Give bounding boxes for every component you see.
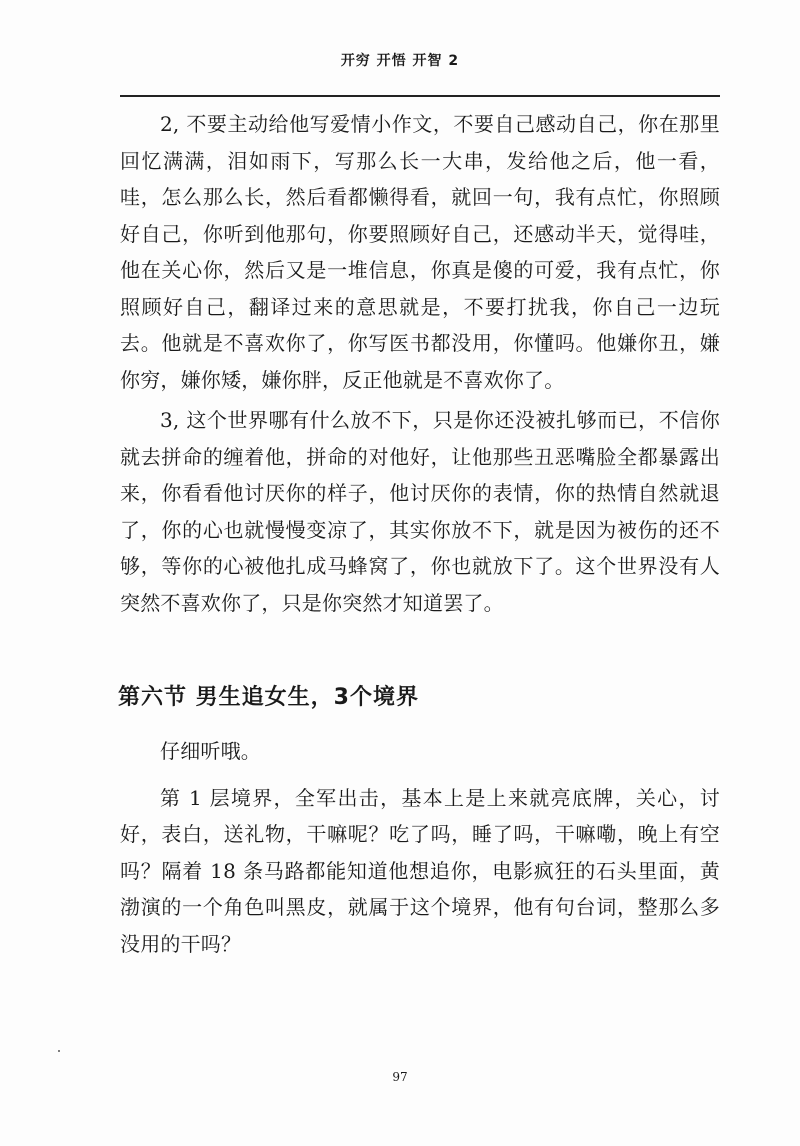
section-intro: 仔细听哦。 bbox=[160, 739, 261, 763]
section-heading: 第六节 男生追女生，3个境界 bbox=[118, 685, 419, 710]
body-text bbox=[120, 106, 720, 962]
section-paragraph: 第 1 层境界，全军出击，基本上是上来就亮底牌，关心，讨好，表白，送礼物，干嘛呢？吃了吗，睡了吗，干嘛嘞，晚上有空吗？隔着 18 条马路都能知道他想追你，电影疯狂的石头里面，黄渤演的一个角色叫黑皮，就属于这个境界，他有句台词，整那么多没用的干吗？ bbox=[120, 785, 720, 956]
paragraph-item-3: 3, 这个世界哪有什么放不下，只是你还没被扎够而已，不信你就去拼命的缠着他，拼命的对他好，让他那些丑恶嘴脸全都暴露出来，你看看他讨厌你的样子，他讨厌你的表情，你的热情自然就退了，你的心也就慢慢变凉了，其实你放不下，就是因为被伤的还不够，等你的心被他扎成马蜂窝了，你也就放下了。这个世界没有人突然不喜欢你了，只是你突然才知道罢了。 bbox=[120, 408, 720, 615]
scan-speck bbox=[58, 1050, 60, 1052]
page-number: 97 bbox=[392, 1070, 408, 1084]
paragraph-item-2: 2, 不要主动给他写爱情小作文，不要自己感动自己，你在那里回忆满满，泪如雨下，写那么长一大串，发给他之后，他一看，哇，怎么那么长，然后看都懒得看，就回一句，我有点忙，你照顾好自己，你听到他那句，你要照顾好自己，还感动半天，觉得哇，他在关心你，然后又是一堆信息，你真是傻的可爱，我有点忙，你照顾好自己，翻译过来的意思就是，不要打扰我，你自己一边玩去。他就是不喜欢你了，你写医书都没用，你懂吗。他嫌你丑，嫌你穷，嫌你矮，嫌你胖，反正他就是不喜欢你了。 bbox=[120, 112, 720, 392]
running-header: 开穷 开悟 开智 2 bbox=[340, 53, 460, 69]
header-rule bbox=[120, 95, 720, 97]
